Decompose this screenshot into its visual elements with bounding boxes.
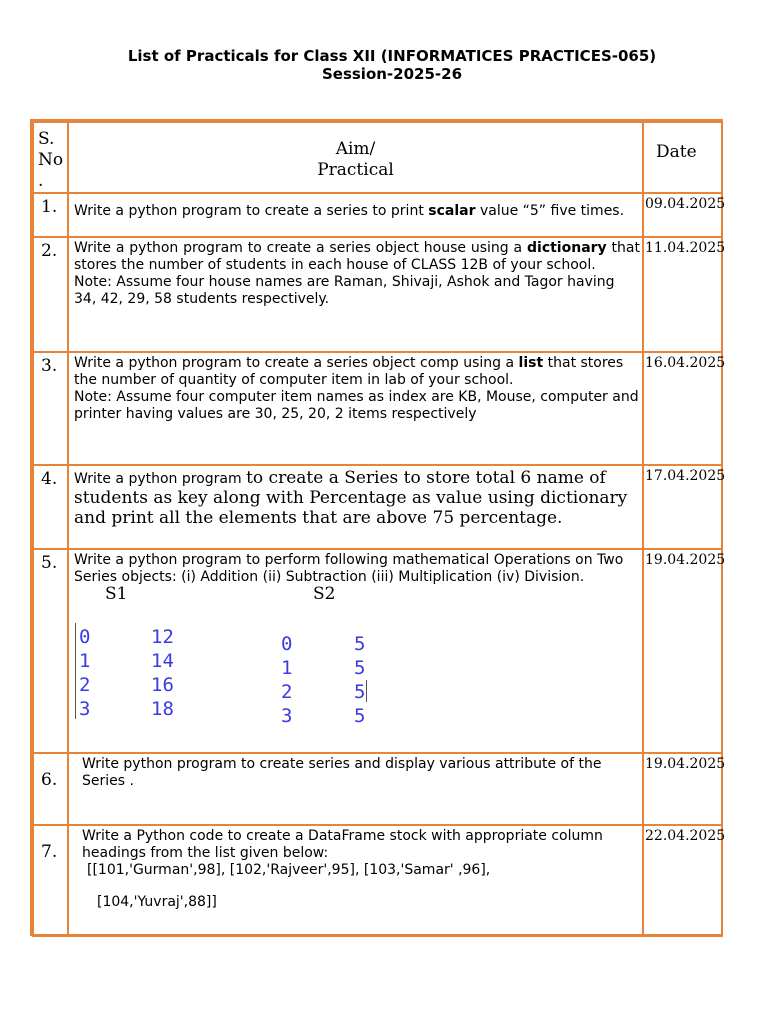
series-s2-label: S2: [313, 584, 336, 604]
row-aim: [68, 465, 643, 549]
s2-index: 2: [281, 681, 293, 703]
header-date: Date: [643, 122, 722, 193]
header-sno-line3: .: [38, 171, 44, 191]
row-date: 19.04.2025: [643, 549, 722, 753]
row-aim: Write python program to create series and display various attribute of the Series .: [68, 753, 643, 825]
row-aim-text: Write a python program to perform following mathematical Operations on Two Series objects: (i) Addition (ii) Subtraction (iii) Multiplication (iv) Division.: [74, 552, 624, 585]
s2-value-column: [354, 632, 365, 728]
row-aim: [68, 352, 643, 465]
s2-index: 0: [281, 633, 293, 655]
series-s1-label: S1: [105, 584, 128, 604]
row-aim: [68, 193, 643, 237]
s2-value: 5: [354, 681, 366, 703]
s1-value: 14: [151, 650, 174, 672]
s1-index: 1: [79, 650, 91, 672]
title-line-2: Session-2025-26: [321, 65, 463, 83]
s2-value: 5: [354, 633, 366, 655]
row-date: 19.04.2025: [643, 753, 722, 825]
header-aim-line2: Practical: [317, 160, 394, 180]
row-aim-text: that stores the number of quantity of computer item in lab of your school.: [74, 355, 624, 388]
s2-index: 3: [281, 705, 293, 727]
row-aim-note: Note: Assume four computer item names as index are KB, Mouse, computer and printer having values are 30, 25, 20, 2 items respectively: [74, 389, 639, 422]
header-sno-line1: S.: [38, 129, 55, 149]
row-date: 11.04.2025: [643, 237, 722, 352]
practicals-table: [32, 121, 726, 937]
row-aim-text: that stores the number of students in each house of CLASS 12B of your school.: [74, 240, 640, 273]
row-aim-text: Write a python program to create a series object comp using a: [74, 355, 519, 371]
row-sno: 6.: [33, 753, 68, 825]
s1-margin-line: [75, 623, 76, 719]
row-sno: 4.: [33, 465, 68, 549]
s1-index-column: [79, 625, 90, 721]
table-row: [33, 753, 722, 825]
s1-index: 0: [79, 626, 91, 648]
page-title: [0, 47, 768, 83]
text-cursor: [366, 680, 367, 702]
row-sno: 7.: [33, 825, 68, 936]
s2-value: 5: [354, 705, 366, 727]
row-aim-list-line: [[101,'Gurman',98], [102,'Rajveer',95], [103,'Samar' ,96],: [87, 862, 491, 878]
series-figure: [74, 586, 640, 736]
row-aim-note: Note: Assume four house names are Raman, Shivaji, Ashok and Tagor having 34, 42, 29, 58 students respectively.: [74, 274, 615, 307]
header-aim-line1: Aim/: [335, 139, 376, 159]
header-aim: [68, 122, 643, 193]
row-aim-paragraph: [74, 355, 640, 389]
s2-value: 5: [354, 657, 366, 679]
table-row: [33, 237, 722, 352]
row-aim-text: Write a python program to create a series to print: [74, 203, 429, 219]
s1-index: 3: [79, 698, 91, 720]
row-aim-bold: list: [518, 355, 544, 371]
row-aim-serif-text: to create a Series to store total 6 name of students as key along with Percentage as value using dictionary and print all the elements that are above 75 percentage.: [74, 468, 628, 528]
row-aim-text: Write a Python code to create a DataFrame stock with appropriate column headings from the list given below:: [82, 828, 603, 861]
s1-value: 12: [151, 626, 174, 648]
header-sno: [33, 122, 68, 193]
row-date: 17.04.2025: [643, 465, 722, 549]
row-date: 16.04.2025: [643, 352, 722, 465]
s2-index-column: [281, 632, 292, 728]
row-aim: [68, 825, 643, 936]
table-header-row: [33, 122, 722, 193]
header-sno-line2: No: [38, 150, 64, 170]
row-aim-paragraph: [74, 240, 640, 274]
row-sno: 1.: [33, 193, 68, 237]
s1-index: 2: [79, 674, 91, 696]
row-aim-text: value “5” five times.: [475, 203, 625, 219]
s2-index: 1: [281, 657, 293, 679]
row-aim-bold: dictionary: [527, 240, 607, 256]
title-line-1: List of Practicals for Class XII (INFORMATICES PRACTICES-065): [127, 47, 657, 65]
s1-value: 18: [151, 698, 174, 720]
row-sno: 3.: [33, 352, 68, 465]
table-row: [33, 549, 722, 753]
row-aim: [68, 237, 643, 352]
row-sno: 2.: [33, 237, 68, 352]
table-row: [33, 352, 722, 465]
table-row: [33, 465, 722, 549]
row-date: 09.04.2025: [643, 193, 722, 237]
table-row: [33, 193, 722, 237]
row-aim-text: Write a python program to create a series object house using a: [74, 240, 527, 256]
table-row: [33, 825, 722, 936]
row-aim-text: Write a python program: [74, 471, 247, 487]
row-aim-bold: scalar: [428, 203, 476, 219]
row-date: 22.04.2025: [643, 825, 722, 936]
row-aim: [68, 549, 643, 753]
s1-value: 16: [151, 674, 174, 696]
row-sno: 5.: [33, 549, 68, 753]
row-aim-list-line: [104,'Yuvraj',88]]: [97, 894, 217, 910]
s1-value-column: [151, 625, 174, 721]
